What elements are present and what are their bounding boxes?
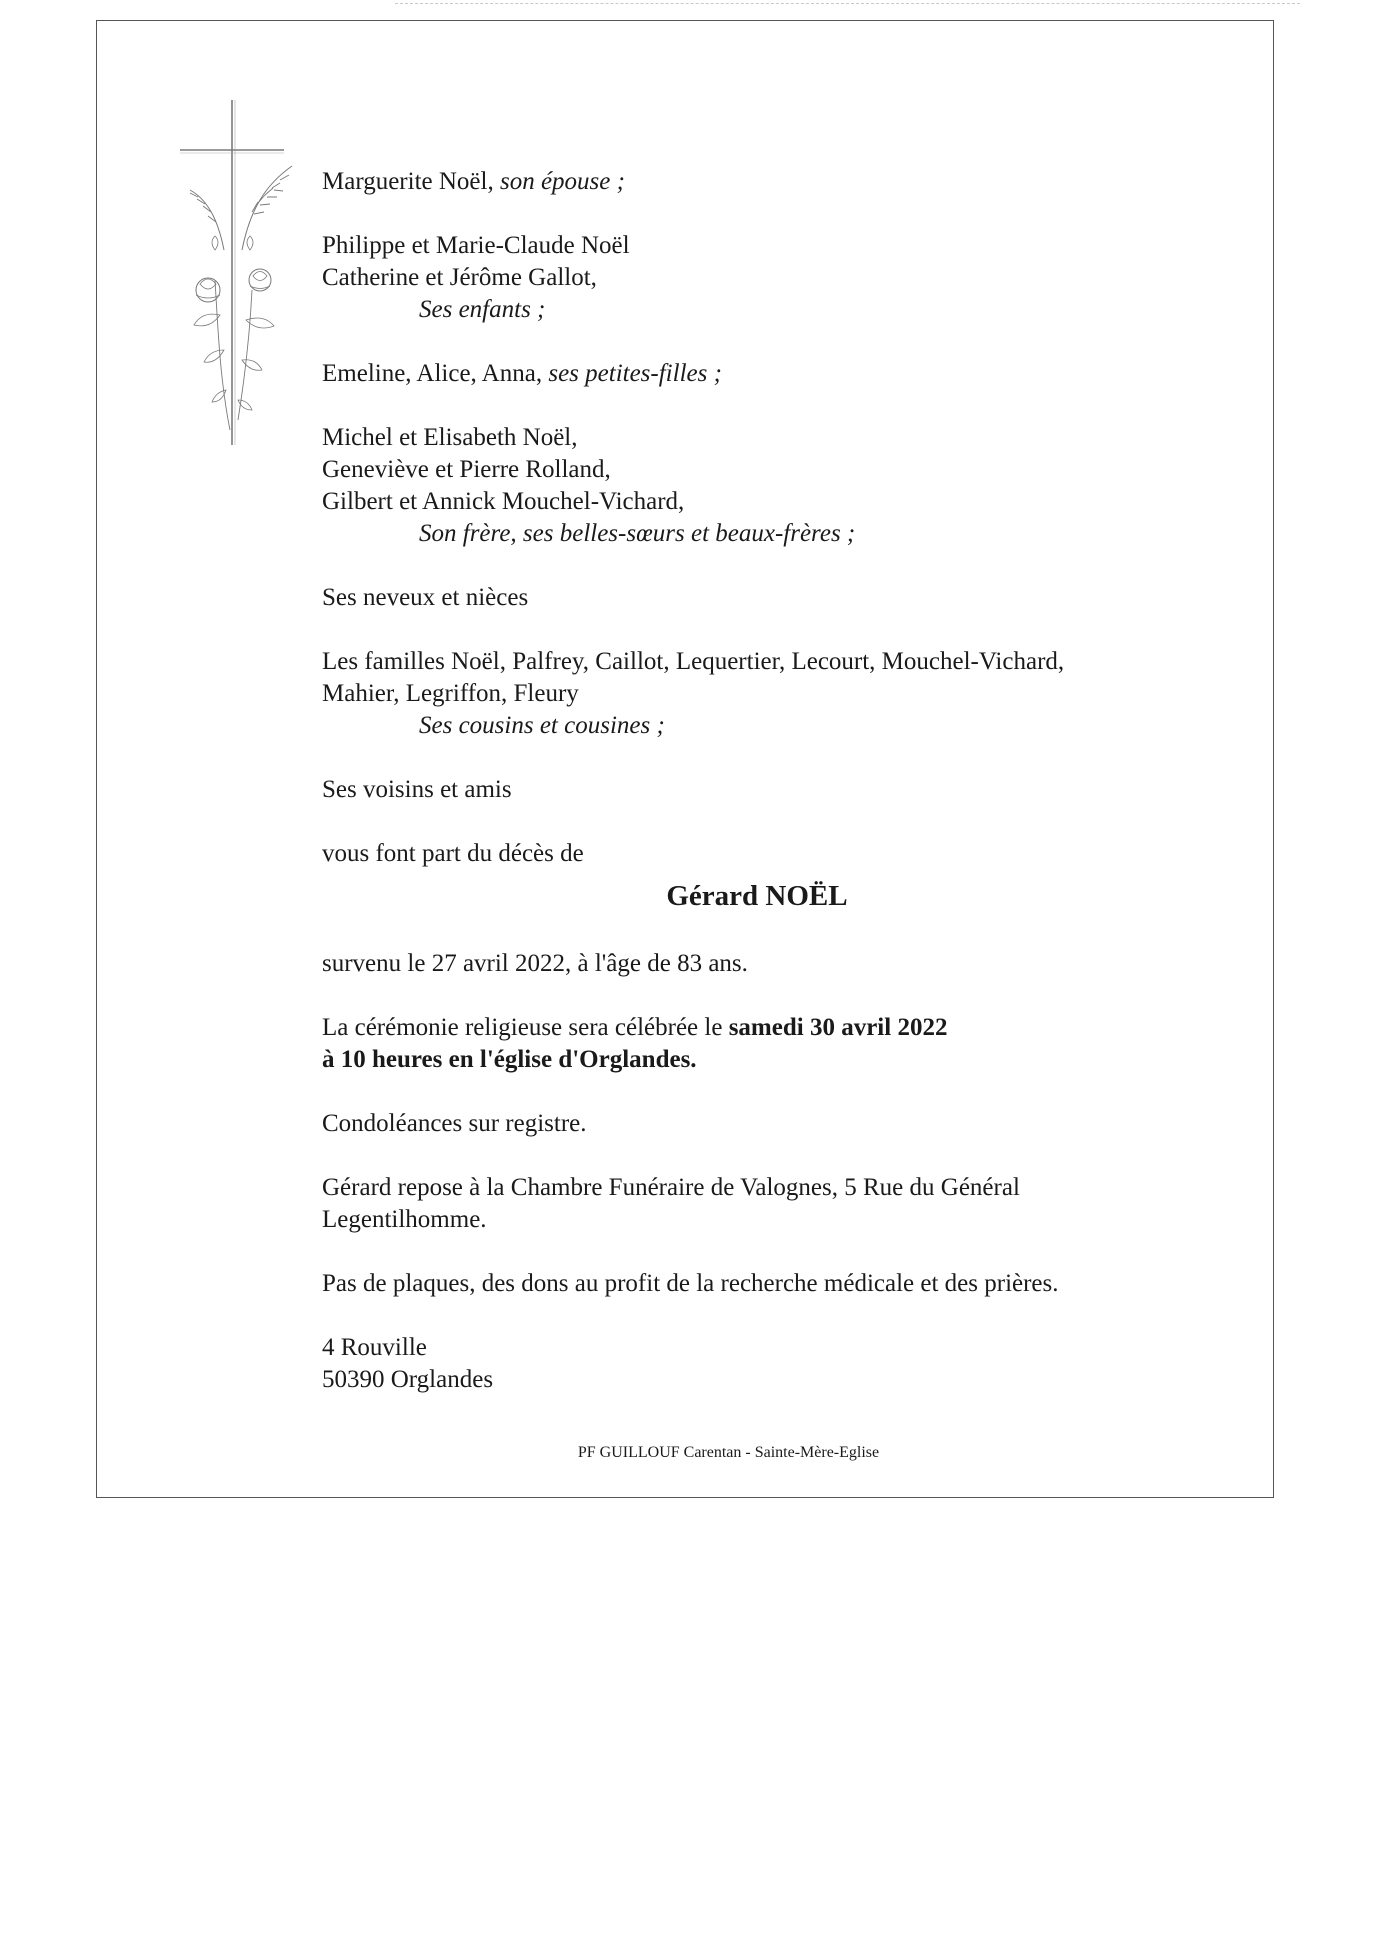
condolences-line: Condoléances sur registre. [322, 1110, 587, 1137]
families-line: Les familles Noël, Palfrey, Caillot, Lequertier, Lecourt, Mouchel-Vichard, [322, 648, 1065, 675]
address-line: 4 Rouville [322, 1334, 427, 1361]
address-line: 50390 Orglandes [322, 1366, 494, 1393]
rest-line: Gérard repose à la Chambre Funéraire de Valognes, 5 Rue du Général [322, 1174, 1020, 1201]
granddaughters-line [322, 358, 1222, 390]
children-role [322, 294, 1222, 326]
spouse-line [322, 166, 1222, 198]
sibling-line: Geneviève et Pierre Rolland, [322, 456, 611, 483]
sibling-line: Michel et Elisabeth Noël, [322, 424, 578, 451]
families-line: Mahier, Legriffon, Fleury [322, 680, 579, 707]
ceremony-line [322, 1012, 1222, 1044]
granddaughters-names: Emeline, Alice, Anna, [322, 360, 543, 387]
ceremony-date: samedi 30 avril 2022 [728, 1014, 948, 1041]
spouse-role: son épouse ; [499, 168, 625, 195]
flowers-line: Pas de plaques, des dons au profit de la recherche médicale et des prières. [322, 1270, 1059, 1297]
families-role [322, 710, 1222, 742]
neighbors-line: Ses voisins et amis [322, 776, 512, 803]
siblings-role [322, 518, 1222, 550]
rest-line: Legentilhomme. [322, 1206, 487, 1233]
child-line: Philippe et Marie-Claude Noël [322, 232, 630, 259]
child-line: Catherine et Jérôme Gallot, [322, 264, 597, 291]
death-info: survenu le 27 avril 2022, à l'âge de 83 ans. [322, 950, 748, 977]
children-role-text: Ses enfants ; [419, 296, 546, 323]
nephews-line: Ses neveux et nièces [322, 584, 529, 611]
cross-with-flowers-icon [180, 100, 300, 450]
sibling-line: Gilbert et Annick Mouchel-Vichard, [322, 488, 685, 515]
funeral-home-footer: PF GUILLOUF Carentan - Sainte-Mère-Eglise [577, 1444, 880, 1461]
scan-edge-line [395, 3, 1300, 5]
siblings-role-text: Son frère, ses belles-sœurs et beaux-frères ; [419, 520, 856, 547]
deceased-name: Gérard NOËL [666, 880, 848, 912]
notice-body [322, 166, 1222, 1396]
granddaughters-role: ses petites-filles ; [548, 360, 722, 387]
families-role-text: Ses cousins et cousines ; [419, 712, 665, 739]
ceremony-place: à 10 heures en l'église d'Orglandes. [322, 1046, 697, 1073]
announcement-intro: vous font part du décès de [322, 840, 584, 867]
ceremony-text: La cérémonie religieuse sera célébrée le [322, 1014, 729, 1041]
spouse-name: Marguerite Noël, [322, 168, 494, 195]
